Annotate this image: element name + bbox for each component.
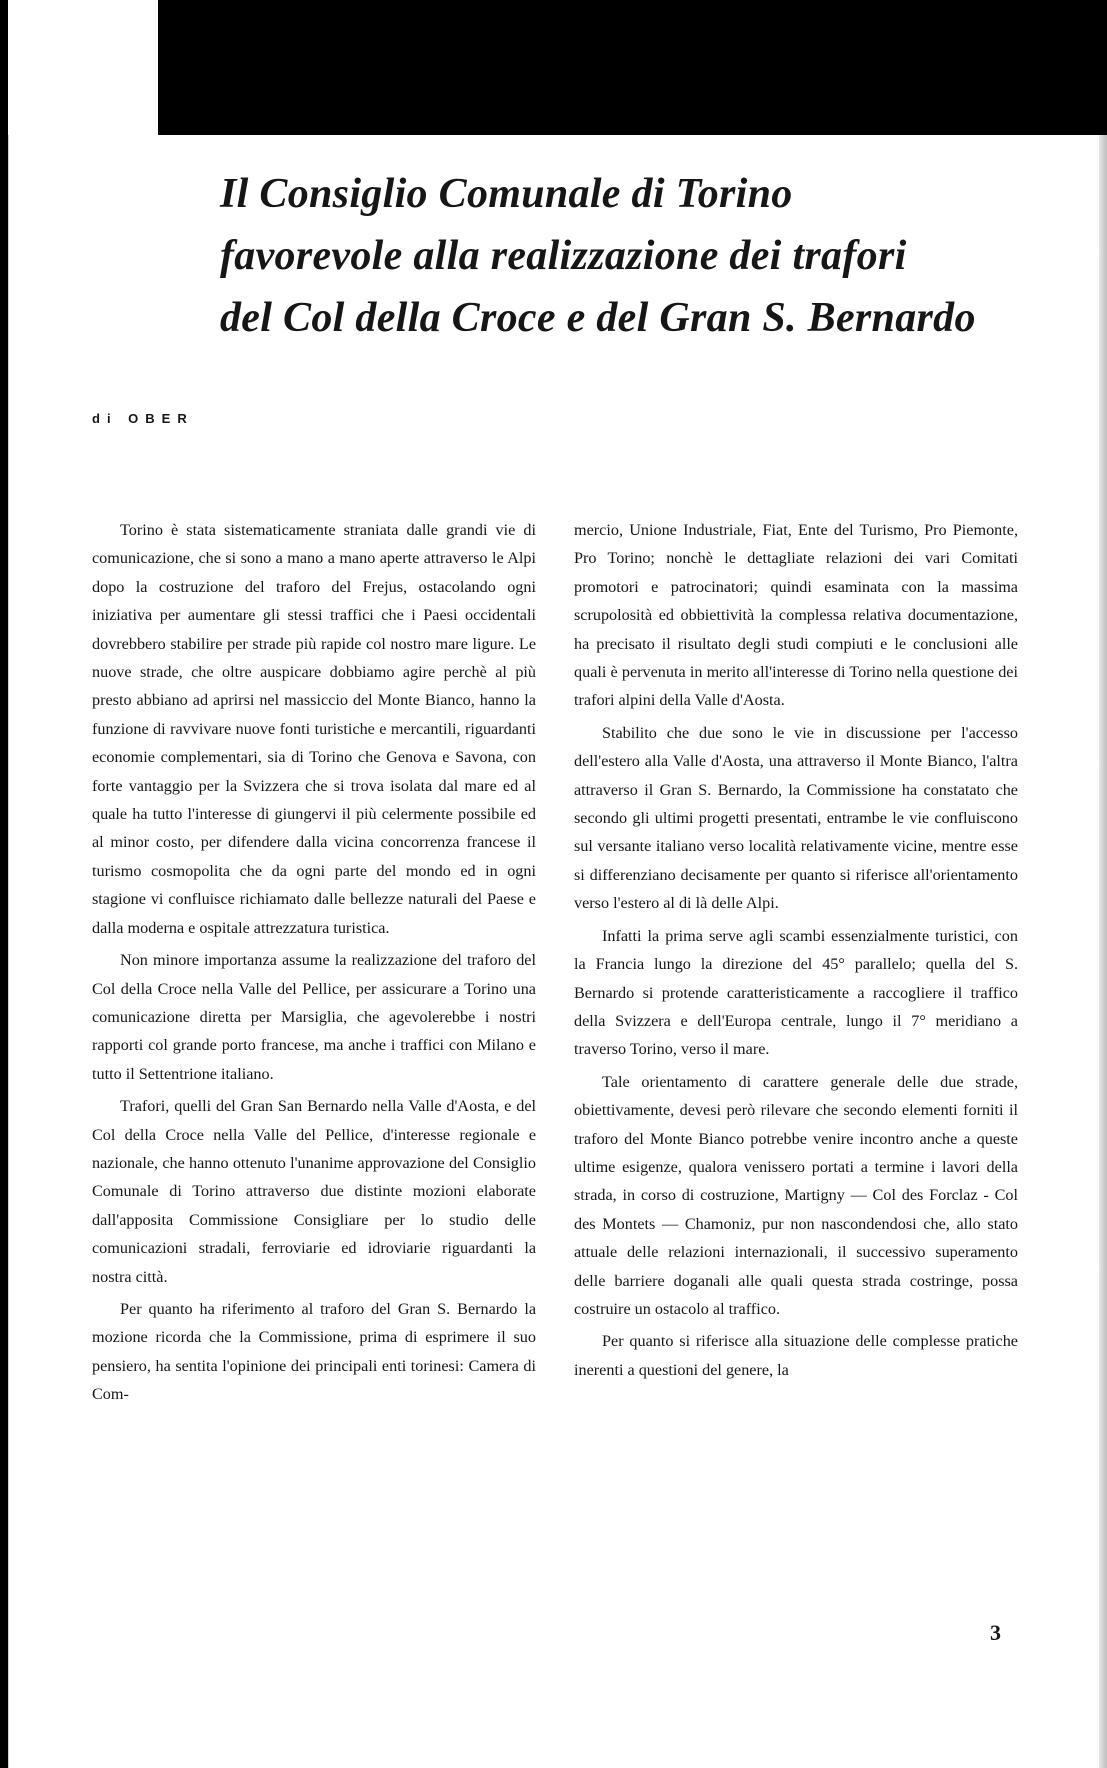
paragraph: Per quanto si riferisce alla situazione delle complesse pratiche inerenti a questioni del genere, la (574, 1332, 1018, 1379)
author-byline: di OBER (92, 411, 194, 426)
text-column-right (574, 516, 1018, 1384)
text-column-left (92, 516, 536, 1409)
page-edge-left (8, 135, 9, 1768)
paragraph: Infatti la prima serve agli scambi essenzialmente turistici, con la Francia lungo la direzione del 45° parallelo; quella del S. Bernardo si protende caratteristicamente a raccogliere il traffico della Svizzera e dell'Europa centrale, lungo il 7° meridiano a traverso Torino, verso il mare. (574, 926, 1018, 1059)
paragraph: Stabilito che due sono le vie in discussione per l'accesso dell'estero alla Valle d'Aosta, una attraverso il Monte Bianco, l'altra attraverso il Gran S. Bernardo, la Commissione ha constatato che secondo gli ultimi progetti presentati, entrambe le vie confluiscono sul versante italiano verso località relativamente vicine, mentre esse si differenziano decisamente per quanto si riferisce all'orientamento verso l'estero al di là delle Alpi. (574, 723, 1018, 913)
page-number: 3 (990, 1620, 1001, 1645)
title-line-1: Il Consiglio Comunale di Torino (220, 171, 793, 217)
paragraph-continued: mercio, Unione Industriale, Fiat, Ente del Turismo, Pro Piemonte, Pro Torino; nonchè le dettagliate relazioni dei vari Comitati promotori e patrocinatori; quindi esaminata con la massima scrupolosità ed obbiettività la complessa relativa documentazione, ha precisato il risultato degli studi compiuti e le conclusioni alle quali è pervenuta in merito all'interesse di Torino nella questione dei trafori alpini della Valle d'Aosta. (574, 521, 1018, 710)
paragraph: Non minore importanza assume la realizzazione del traforo del Col della Croce nella Valle del Pellice, per assicurare a Torino una comunicazione diretta per Marsiglia, che agevolerebbe i nostri rapporti col grande porto francese, ma anche i traffici con Milano e tutto il Settentrione italiano. (92, 951, 536, 1083)
paragraph: Per quanto ha riferimento al traforo del Gran S. Bernardo la mozione ricorda che la Commissione, prima di esprimere il suo pensiero, ha sentita l'opinione dei principali enti torinesi: Camera di Com- (92, 1299, 536, 1404)
scan-border-right (1099, 135, 1107, 1768)
title-line-2: favorevole alla realizzazione dei trafori (220, 233, 907, 279)
paragraph: Trafori, quelli del Gran San Bernardo nella Valle d'Aosta, e del Col della Croce nella Valle del Pellice, d'interesse regionale e nazionale, che hanno ottenuto l'unanime approvazione del Consiglio Comunale di Torino attraverso due distinte mozioni elaborate dall'apposita Commissione Consigliare per lo studio delle comunicazioni stradali, ferroviarie ed idroviarie riguardanti la nostra città. (92, 1097, 536, 1286)
paragraph: Torino è stata sistematicamente straniata dalle grandi vie di comunicazione, che si sono a mano a mano aperte attraverso le Alpi dopo la costruzione del traforo del Frejus, ostacolando ogni iniziativa per aumentare gli stessi traffici che i Paesi occidentali dovrebbero stabilire per strade più rapide col nostro mare ligure. Le nuove strade, che oltre auspicare dobbiamo agire perchè al più presto abbiano ad aprirsi nel massiccio del Monte Bianco, hanno la funzione di ravvivare nuove fonti turistiche e mercantili, riguardanti economie complementari, sia di Torino che Genova e Savona, con forte vantaggio per la Svizzera che si trova isolata dal mare ed al quale ha tutto l'interesse di giungervi il più celermente possibile ed al minor costo, per difendere dalla vicina concorrenza francese il turismo cosmopolita che da ogni parte del mondo ed in ogni stagione vi confluisce richiamato dalle bellezze naturali del Paese e dalla moderna e ospitale attrezzatura turistica. (92, 521, 536, 937)
paragraph: Tale orientamento di carattere generale delle due strade, obiettivamente, devesi però rilevare che secondo elementi forniti il traforo del Monte Bianco potrebbe venire incontro anche a queste ultime esigenze, qualora venissero portati a termine i lavori della strada, in corso di costruzione, Martigny — Col des Forclaz - Col des Montets — Chamoniz, pur non nascondendosi che, allo stato attuale delle relazioni internazionali, il successivo superamento delle barriere doganali alle quali questa strada costringe, possa costruire un ostacolo al traffico. (574, 1072, 1018, 1318)
scan-border-top (158, 0, 1107, 135)
article-title (220, 163, 1020, 349)
title-line-3: del Col della Croce e del Gran S. Bernardo (220, 295, 976, 341)
scan-border-left (0, 0, 8, 1768)
